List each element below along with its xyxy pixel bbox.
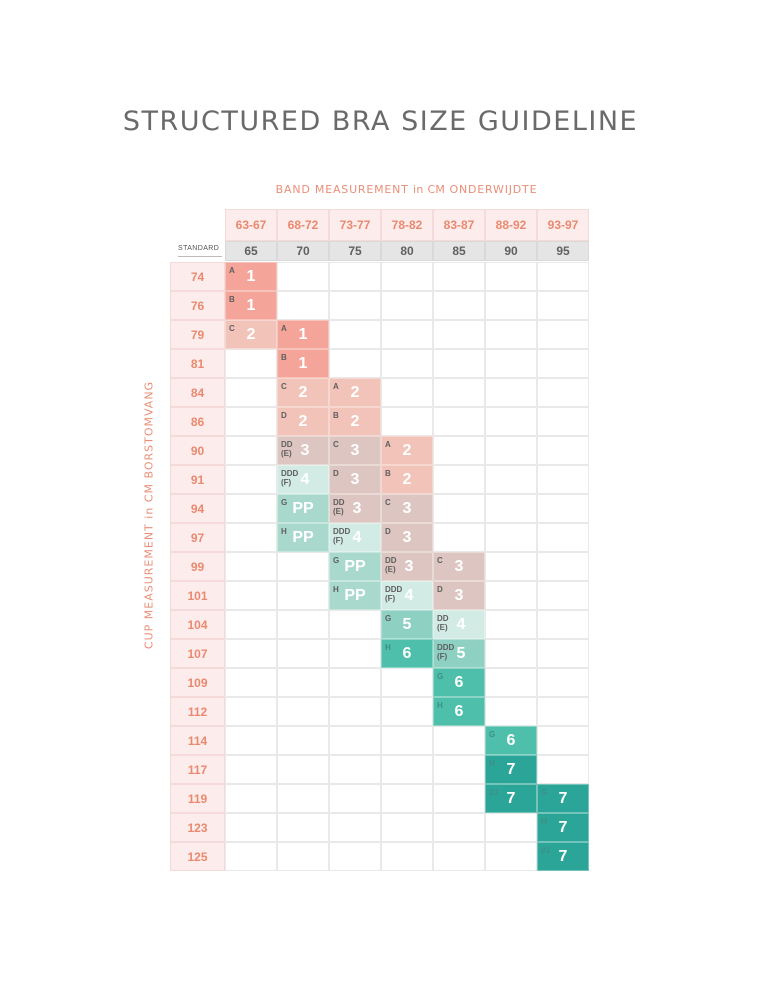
size-cell bbox=[225, 262, 277, 291]
empty-grid-cell bbox=[485, 697, 537, 726]
empty-grid-cell bbox=[381, 349, 433, 378]
size-cell bbox=[329, 465, 381, 494]
cup-measurement-label: 109 bbox=[170, 668, 225, 697]
empty-grid-cell bbox=[537, 755, 589, 784]
cup-letter: C bbox=[437, 556, 443, 565]
cup-measurement-label: 86 bbox=[170, 407, 225, 436]
size-number: PP bbox=[344, 557, 366, 575]
empty-grid-cell bbox=[485, 523, 537, 552]
empty-grid-cell bbox=[329, 349, 381, 378]
empty-grid-cell bbox=[537, 610, 589, 639]
empty-grid-cell bbox=[277, 552, 329, 581]
size-cell bbox=[433, 610, 485, 639]
empty-grid-cell bbox=[329, 639, 381, 668]
empty-grid-cell bbox=[329, 726, 381, 755]
size-cell bbox=[277, 320, 329, 349]
empty-grid-cell bbox=[537, 465, 589, 494]
cup-measurement-label: 81 bbox=[170, 349, 225, 378]
empty-grid-cell bbox=[537, 436, 589, 465]
empty-grid-cell bbox=[381, 755, 433, 784]
size-cell bbox=[433, 697, 485, 726]
size-cell bbox=[381, 639, 433, 668]
empty-grid-cell bbox=[537, 349, 589, 378]
cup-letter: B bbox=[333, 411, 339, 420]
empty-grid-cell bbox=[433, 813, 485, 842]
size-cell bbox=[537, 784, 589, 813]
cup-measurement-label: 114 bbox=[170, 726, 225, 755]
cup-letter: B bbox=[385, 469, 391, 478]
empty-grid-cell bbox=[537, 407, 589, 436]
size-cell bbox=[381, 465, 433, 494]
size-cell bbox=[329, 436, 381, 465]
empty-grid-cell bbox=[537, 697, 589, 726]
band-range-header: 93-97 bbox=[537, 209, 589, 241]
empty-grid-cell bbox=[537, 291, 589, 320]
cup-letter: G bbox=[437, 672, 444, 681]
empty-grid-cell bbox=[433, 726, 485, 755]
empty-grid-cell bbox=[277, 581, 329, 610]
empty-grid-cell bbox=[277, 639, 329, 668]
size-cell bbox=[329, 581, 381, 610]
size-number: 5 bbox=[456, 644, 466, 662]
empty-grid-cell bbox=[537, 639, 589, 668]
empty-grid-cell bbox=[225, 639, 277, 668]
size-number: 3 bbox=[300, 441, 310, 459]
standard-underline bbox=[178, 256, 222, 257]
size-cell bbox=[433, 668, 485, 697]
empty-grid-cell bbox=[381, 842, 433, 871]
empty-grid-cell bbox=[381, 813, 433, 842]
size-number: PP bbox=[292, 528, 314, 546]
empty-grid-cell bbox=[277, 262, 329, 291]
empty-grid-cell bbox=[485, 552, 537, 581]
empty-grid-cell bbox=[485, 610, 537, 639]
cup-letter: G bbox=[333, 556, 340, 565]
cup-measurement-label: 125 bbox=[170, 842, 225, 871]
band-range-header: 63-67 bbox=[225, 209, 277, 241]
empty-grid-cell bbox=[537, 262, 589, 291]
cup-measurement-label: 94 bbox=[170, 494, 225, 523]
size-cell bbox=[329, 378, 381, 407]
empty-grid-cell bbox=[225, 378, 277, 407]
empty-grid-cell bbox=[381, 378, 433, 407]
empty-grid-cell bbox=[277, 784, 329, 813]
size-cell bbox=[381, 610, 433, 639]
empty-grid-cell bbox=[277, 291, 329, 320]
empty-grid-cell bbox=[277, 842, 329, 871]
size-number: 7 bbox=[506, 760, 516, 778]
empty-grid-cell bbox=[225, 813, 277, 842]
empty-grid-cell bbox=[433, 523, 485, 552]
cup-measurement-label: 119 bbox=[170, 784, 225, 813]
cup-letter: G bbox=[489, 730, 496, 739]
band-measurement-heading bbox=[225, 183, 588, 196]
cup-letter: G bbox=[541, 788, 548, 797]
size-number: 2 bbox=[298, 383, 308, 401]
size-cell bbox=[381, 523, 433, 552]
cup-letter: H bbox=[437, 701, 443, 710]
empty-grid-cell bbox=[537, 523, 589, 552]
empty-grid-cell bbox=[225, 581, 277, 610]
empty-grid-cell bbox=[277, 697, 329, 726]
empty-grid-cell bbox=[485, 291, 537, 320]
size-number: 2 bbox=[402, 441, 412, 459]
size-number: 3 bbox=[454, 557, 464, 575]
empty-grid-cell bbox=[225, 407, 277, 436]
size-number: 1 bbox=[298, 325, 308, 343]
cup-letter: G bbox=[281, 498, 288, 507]
empty-grid-cell bbox=[433, 494, 485, 523]
empty-grid-cell bbox=[433, 465, 485, 494]
standard-size-header: 80 bbox=[381, 241, 433, 261]
empty-grid-cell bbox=[485, 436, 537, 465]
cup-letter: DD (E) bbox=[333, 498, 345, 516]
empty-grid-cell bbox=[433, 842, 485, 871]
cup-letter: DDD (F) bbox=[385, 585, 403, 603]
empty-grid-cell bbox=[381, 407, 433, 436]
empty-grid-cell bbox=[433, 407, 485, 436]
empty-grid-cell bbox=[381, 697, 433, 726]
size-number: 7 bbox=[558, 818, 568, 836]
cup-letter: A bbox=[333, 382, 339, 391]
cup-letter: A bbox=[385, 440, 391, 449]
cup-measurement-label: 99 bbox=[170, 552, 225, 581]
size-number: 4 bbox=[404, 586, 414, 604]
standard-size-header: 65 bbox=[225, 241, 277, 261]
empty-grid-cell bbox=[433, 320, 485, 349]
empty-grid-cell bbox=[329, 697, 381, 726]
empty-grid-cell bbox=[433, 784, 485, 813]
size-number: 2 bbox=[350, 383, 360, 401]
empty-grid-cell bbox=[225, 552, 277, 581]
size-number: 6 bbox=[454, 702, 464, 720]
size-cell bbox=[277, 436, 329, 465]
empty-grid-cell bbox=[485, 639, 537, 668]
empty-grid-cell bbox=[225, 697, 277, 726]
standard-size-header: 95 bbox=[537, 241, 589, 261]
empty-grid-cell bbox=[225, 668, 277, 697]
empty-grid-cell bbox=[537, 552, 589, 581]
empty-grid-cell bbox=[225, 610, 277, 639]
cup-letter: H bbox=[385, 643, 391, 652]
cup-letter: DDD (F) bbox=[333, 527, 351, 545]
size-number: 1 bbox=[246, 296, 256, 314]
size-cell bbox=[329, 552, 381, 581]
band-range-header: 78-82 bbox=[381, 209, 433, 241]
cup-letter: C bbox=[229, 324, 235, 333]
empty-grid-cell bbox=[381, 726, 433, 755]
size-number: PP bbox=[344, 586, 366, 604]
empty-grid-cell bbox=[433, 755, 485, 784]
cup-measurement-label: 91 bbox=[170, 465, 225, 494]
empty-grid-cell bbox=[329, 842, 381, 871]
cup-letter: DDD (F) bbox=[281, 469, 299, 487]
size-number: 2 bbox=[246, 325, 256, 343]
cup-measurement-label: 97 bbox=[170, 523, 225, 552]
size-cell bbox=[537, 842, 589, 871]
empty-grid-cell bbox=[381, 291, 433, 320]
size-number: 3 bbox=[402, 528, 412, 546]
empty-grid-cell bbox=[537, 320, 589, 349]
size-number: 3 bbox=[350, 441, 360, 459]
empty-grid-cell bbox=[277, 726, 329, 755]
size-cell bbox=[277, 349, 329, 378]
cup-letter: DDD (F) bbox=[437, 643, 455, 661]
cup-letter: DD (E) bbox=[385, 556, 397, 574]
cup-letter: G bbox=[385, 614, 392, 623]
size-number: 7 bbox=[506, 789, 516, 807]
cup-letter: H bbox=[281, 527, 287, 536]
size-cell bbox=[381, 581, 433, 610]
size-number: 3 bbox=[352, 499, 362, 517]
cup-letter: C bbox=[333, 440, 339, 449]
cup-letter: DD (E) bbox=[437, 614, 449, 632]
standard-size-header: 70 bbox=[277, 241, 329, 261]
empty-grid-cell bbox=[277, 668, 329, 697]
size-number: PP bbox=[292, 499, 314, 517]
empty-grid-cell bbox=[329, 784, 381, 813]
empty-grid-cell bbox=[381, 320, 433, 349]
size-cell bbox=[433, 552, 485, 581]
empty-grid-cell bbox=[329, 668, 381, 697]
size-cell bbox=[537, 813, 589, 842]
page-title: STRUCTURED BRA SIZE GUIDELINE bbox=[122, 106, 639, 137]
band-range-header: 88-92 bbox=[485, 209, 537, 241]
cup-measurement-label: 107 bbox=[170, 639, 225, 668]
cup-measurement-label: 74 bbox=[170, 262, 225, 291]
size-number: 6 bbox=[454, 673, 464, 691]
cup-letter: D bbox=[333, 469, 339, 478]
empty-grid-cell bbox=[381, 784, 433, 813]
empty-grid-cell bbox=[433, 378, 485, 407]
band-range-header: 68-72 bbox=[277, 209, 329, 241]
empty-grid-cell bbox=[537, 494, 589, 523]
size-cell bbox=[225, 320, 277, 349]
size-cell bbox=[329, 523, 381, 552]
size-number: 2 bbox=[350, 412, 360, 430]
empty-grid-cell bbox=[433, 291, 485, 320]
empty-grid-cell bbox=[329, 320, 381, 349]
size-number: 7 bbox=[558, 789, 568, 807]
band-heading-main: BAND MEASUREMENT bbox=[275, 183, 409, 196]
empty-grid-cell bbox=[537, 378, 589, 407]
size-number: 3 bbox=[350, 470, 360, 488]
size-cell bbox=[433, 639, 485, 668]
size-number: 1 bbox=[298, 354, 308, 372]
cup-measurement-label: 112 bbox=[170, 697, 225, 726]
size-number: 3 bbox=[454, 586, 464, 604]
size-cell bbox=[225, 291, 277, 320]
empty-grid-cell bbox=[277, 813, 329, 842]
cup-letter: H bbox=[333, 585, 339, 594]
cup-measurement-label: 117 bbox=[170, 755, 225, 784]
empty-grid-cell bbox=[329, 813, 381, 842]
size-cell bbox=[277, 378, 329, 407]
size-number: 2 bbox=[402, 470, 412, 488]
empty-grid-cell bbox=[225, 523, 277, 552]
empty-grid-cell bbox=[381, 668, 433, 697]
empty-grid-cell bbox=[485, 581, 537, 610]
empty-grid-cell bbox=[433, 349, 485, 378]
empty-grid-cell bbox=[485, 378, 537, 407]
empty-grid-cell bbox=[485, 494, 537, 523]
size-cell bbox=[277, 494, 329, 523]
standard-size-header: 75 bbox=[329, 241, 381, 261]
size-cell bbox=[381, 436, 433, 465]
empty-grid-cell bbox=[433, 262, 485, 291]
size-cell bbox=[277, 407, 329, 436]
empty-grid-cell bbox=[225, 755, 277, 784]
empty-grid-cell bbox=[277, 610, 329, 639]
cup-letter: DD (E) bbox=[281, 440, 293, 458]
size-number: 2 bbox=[298, 412, 308, 430]
empty-grid-cell bbox=[381, 262, 433, 291]
size-cell bbox=[381, 494, 433, 523]
empty-grid-cell bbox=[329, 610, 381, 639]
empty-grid-cell bbox=[485, 320, 537, 349]
size-cell bbox=[329, 407, 381, 436]
empty-grid-cell bbox=[225, 465, 277, 494]
empty-grid-cell bbox=[485, 262, 537, 291]
size-cell bbox=[329, 494, 381, 523]
band-range-header: 83-87 bbox=[433, 209, 485, 241]
empty-grid-cell bbox=[537, 726, 589, 755]
cup-letter: A bbox=[281, 324, 287, 333]
empty-grid-cell bbox=[433, 436, 485, 465]
cup-measurement-label: 101 bbox=[170, 581, 225, 610]
empty-grid-cell bbox=[225, 349, 277, 378]
empty-grid-cell bbox=[485, 842, 537, 871]
size-cell bbox=[485, 726, 537, 755]
cup-letter: H bbox=[489, 759, 495, 768]
cup-letter: A bbox=[229, 266, 235, 275]
cup-letter: D bbox=[385, 527, 391, 536]
cup-measurement-label: 79 bbox=[170, 320, 225, 349]
standard-label: STANDARD bbox=[178, 245, 220, 252]
size-number: 3 bbox=[404, 557, 414, 575]
band-heading-dutch: ONDERWIJDTE bbox=[449, 183, 538, 196]
empty-grid-cell bbox=[485, 813, 537, 842]
size-cell bbox=[433, 581, 485, 610]
empty-grid-cell bbox=[225, 842, 277, 871]
band-range-header: 73-77 bbox=[329, 209, 381, 241]
empty-grid-cell bbox=[225, 436, 277, 465]
empty-grid-cell bbox=[485, 465, 537, 494]
empty-grid-cell bbox=[537, 668, 589, 697]
size-number: 4 bbox=[456, 615, 466, 633]
cup-letter: I/J bbox=[489, 788, 498, 797]
band-heading-unit: in CM bbox=[413, 183, 446, 196]
cup-letter: B bbox=[281, 353, 287, 362]
empty-grid-cell bbox=[329, 291, 381, 320]
empty-grid-cell bbox=[329, 755, 381, 784]
size-number: 4 bbox=[300, 470, 310, 488]
cup-letter: C bbox=[281, 382, 287, 391]
cup-measurement-label: 76 bbox=[170, 291, 225, 320]
empty-grid-cell bbox=[537, 581, 589, 610]
empty-grid-cell bbox=[485, 668, 537, 697]
cup-measurement-label: 84 bbox=[170, 378, 225, 407]
cup-letter: C bbox=[385, 498, 391, 507]
size-number: 4 bbox=[352, 528, 362, 546]
empty-grid-cell bbox=[485, 407, 537, 436]
cup-letter: B bbox=[229, 295, 235, 304]
size-cell bbox=[381, 552, 433, 581]
size-cell bbox=[485, 784, 537, 813]
size-number: 6 bbox=[402, 644, 412, 662]
empty-grid-cell bbox=[225, 494, 277, 523]
size-number: 7 bbox=[558, 847, 568, 865]
empty-grid-cell bbox=[277, 755, 329, 784]
cup-measurement-label: 104 bbox=[170, 610, 225, 639]
size-number: 1 bbox=[246, 267, 256, 285]
cup-letter: D bbox=[281, 411, 287, 420]
size-cell bbox=[485, 755, 537, 784]
size-number: 5 bbox=[402, 615, 412, 633]
empty-grid-cell bbox=[329, 262, 381, 291]
standard-size-header: 85 bbox=[433, 241, 485, 261]
size-cell bbox=[277, 465, 329, 494]
standard-size-header: 90 bbox=[485, 241, 537, 261]
cup-measurement-label: 123 bbox=[170, 813, 225, 842]
cup-letter: I/J bbox=[541, 846, 550, 855]
cup-measurement-heading: CUP MEASUREMENT in CM BORSTOMVANG bbox=[142, 380, 156, 650]
size-number: 6 bbox=[506, 731, 516, 749]
size-number: 3 bbox=[402, 499, 412, 517]
empty-grid-cell bbox=[485, 349, 537, 378]
cup-measurement-label: 90 bbox=[170, 436, 225, 465]
cup-letter: D bbox=[437, 585, 443, 594]
empty-grid-cell bbox=[225, 784, 277, 813]
empty-grid-cell bbox=[225, 726, 277, 755]
size-cell bbox=[277, 523, 329, 552]
cup-letter: H bbox=[541, 817, 547, 826]
